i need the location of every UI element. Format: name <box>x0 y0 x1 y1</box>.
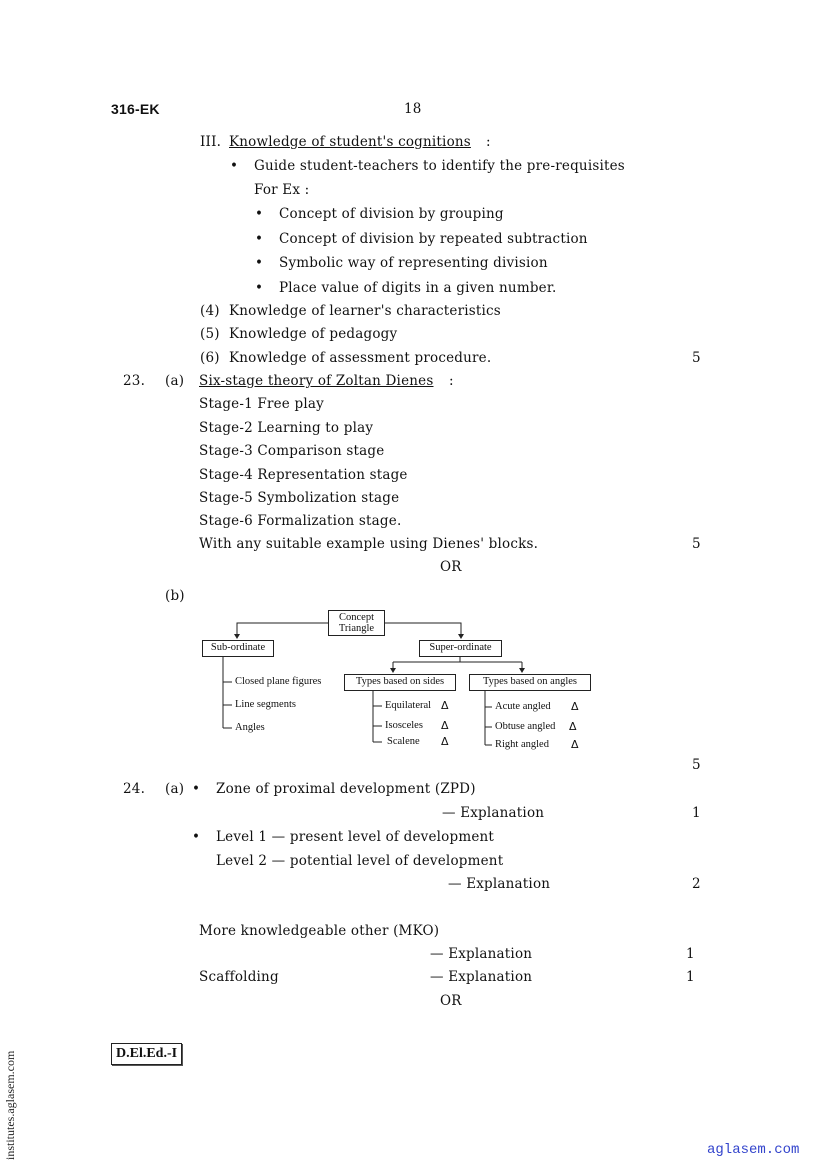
example-text: With any suitable example using Dienes' blocks. <box>199 536 539 552</box>
diagram-item: Acute angled <box>495 701 551 712</box>
triangle-icon: Δ <box>441 719 449 732</box>
diagram-item: Closed plane figures <box>235 676 322 687</box>
triangle-icon: Δ <box>571 700 579 713</box>
list-item: Knowledge of learner's characteristics <box>229 303 501 319</box>
item-number: (5) <box>200 326 220 342</box>
marks: 1 <box>686 946 695 962</box>
part-label: (a) <box>165 373 185 389</box>
scaffolding-text: Scaffolding <box>199 969 279 985</box>
colon: : <box>449 373 454 389</box>
section-heading: Six-stage theory of Zoltan Dienes <box>199 373 434 389</box>
or-separator: OR <box>440 993 462 1009</box>
types-sides-box: Types based on sides <box>344 674 456 691</box>
stage-item: Stage-4 Representation stage <box>199 467 408 483</box>
stage-item: Stage-6 Formalization stage. <box>199 513 402 529</box>
diagram-item: Scalene <box>387 736 420 747</box>
super-ordinate-box: Super-ordinate <box>419 640 502 657</box>
item-number: (4) <box>200 303 220 319</box>
marks: 1 <box>686 969 695 985</box>
example-item: • Concept of division by grouping <box>279 206 504 222</box>
marks: 5 <box>692 350 701 366</box>
bullet-item: • Level 1 — present level of development <box>216 829 494 845</box>
concept-triangle-box: Concept Triangle <box>328 610 385 636</box>
paper-code: 316-EK <box>111 101 160 117</box>
diagram-item: Isosceles <box>385 720 423 731</box>
explanation-label: — Explanation <box>430 946 533 962</box>
site-link[interactable]: aglasem.com <box>707 1142 800 1158</box>
example-item: • Concept of division by repeated subtraction <box>279 231 588 247</box>
diagram-item: Obtuse angled <box>495 721 556 732</box>
stage-item: Stage-5 Symbolization stage <box>199 490 400 506</box>
example-item: • Symbolic way of representing division <box>279 255 548 271</box>
triangle-icon: Δ <box>441 699 449 712</box>
list-item: Knowledge of assessment procedure. <box>229 350 492 366</box>
section-heading: Knowledge of student's cognitions <box>229 134 471 150</box>
mko-text: More knowledgeable other (MKO) <box>199 923 440 939</box>
explanation-label: — Explanation <box>442 805 545 821</box>
stage-item: Stage-2 Learning to play <box>199 420 374 436</box>
or-separator: OR <box>440 559 462 575</box>
question-number: 23. <box>123 373 146 389</box>
example-item: • Place value of digits in a given number. <box>279 280 557 296</box>
diagram-item: Right angled <box>495 739 549 750</box>
marks: 1 <box>692 805 701 821</box>
types-angles-box: Types based on angles <box>469 674 591 691</box>
part-label: (b) <box>165 588 185 604</box>
bullet-item: • Zone of proximal development (ZPD) <box>216 781 476 797</box>
marks: 5 <box>692 757 701 773</box>
item-number: III. <box>200 134 222 150</box>
list-item: Knowledge of pedagogy <box>229 326 398 342</box>
triangle-icon: Δ <box>441 735 449 748</box>
marks: 5 <box>692 536 701 552</box>
course-code-box: D.El.Ed.-I <box>111 1043 182 1065</box>
explanation-label: — Explanation <box>448 876 551 892</box>
part-label: (a) <box>165 781 185 797</box>
diagram-item: Angles <box>235 722 265 733</box>
sub-ordinate-box: Sub-ordinate <box>202 640 274 657</box>
triangle-icon: Δ <box>571 738 579 751</box>
bullet-item: • Guide student-teachers to identify the pre-requisites <box>254 158 625 174</box>
explanation-label: — Explanation <box>430 969 533 985</box>
level-text: Level 2 — potential level of development <box>216 853 504 869</box>
stage-item: Stage-3 Comparison stage <box>199 443 385 459</box>
diagram-item: Equilateral <box>385 700 432 711</box>
stage-item: Stage-1 Free play <box>199 396 324 412</box>
item-number: (6) <box>200 350 220 366</box>
page-number: 18 <box>404 101 422 117</box>
diagram-item: Line segments <box>235 699 296 710</box>
watermark: institutes.aglasem.com <box>3 1050 17 1160</box>
colon: : <box>486 134 491 150</box>
triangle-icon: Δ <box>569 720 577 733</box>
question-number: 24. <box>123 781 146 797</box>
marks: 2 <box>692 876 701 892</box>
for-example-label: For Ex : <box>254 182 310 198</box>
